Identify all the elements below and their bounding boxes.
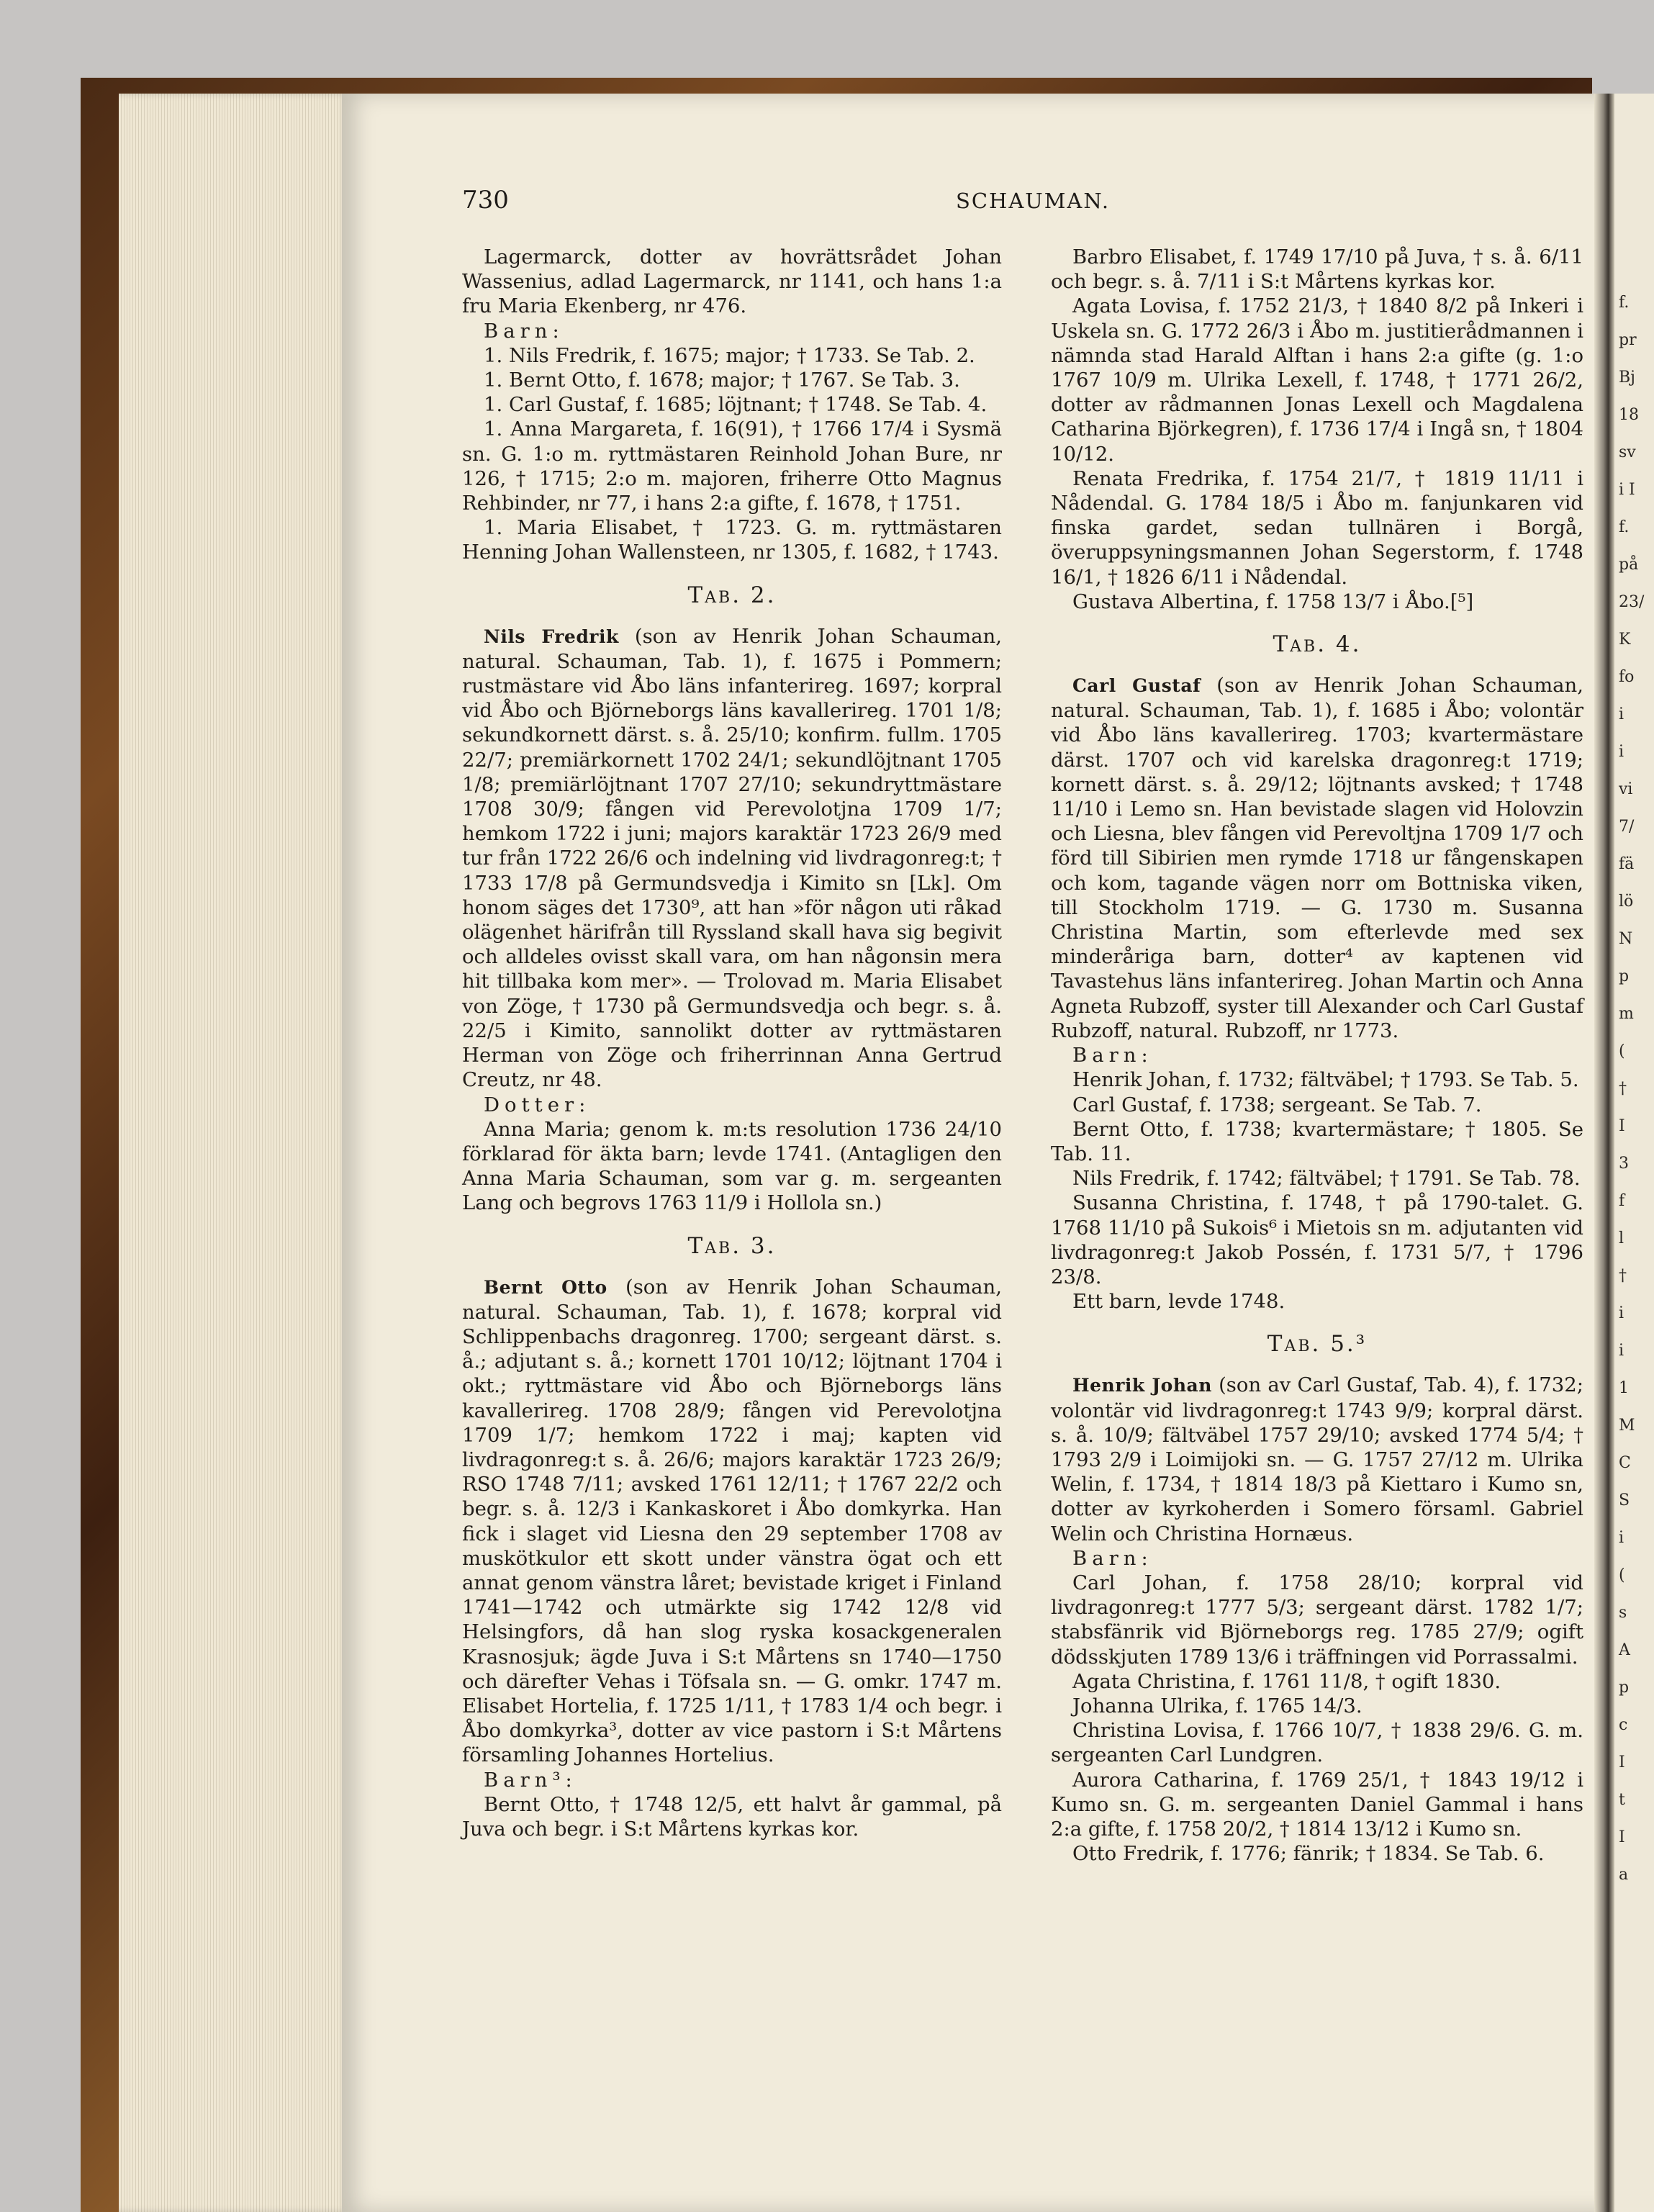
right-column [1051,245,1583,1866]
paragraph: 1. Anna Margareta, f. 16(91), † 1766 17/4 i Sysmä sn. G. 1:o m. ryttmästaren Reinhold Johan Bure, nr 126, † 1715; 2:o m. majoren, friherre Otto Magnus Rehbinder, nr 77, i hans 2:a gifte, f. 1678, † 1751. [462,417,1002,515]
next-page-text-fragment: pr [1619,331,1637,349]
next-page-text-fragment: t [1619,1791,1625,1809]
children-heading: Barn³: [484,1768,577,1792]
next-page-text-fragment: fo [1619,668,1635,686]
next-page-text-fragment: c [1619,1716,1628,1734]
next-page-text-fragment: lö [1619,893,1634,911]
next-page-text-fragment: 23/ [1619,593,1645,611]
next-page-text-fragment: f [1619,1192,1625,1210]
next-page-text-fragment: C [1619,1454,1631,1472]
table-heading: Tab. 2. [687,582,777,608]
next-page-text-fragment: s [1619,1604,1627,1622]
next-page-text-fragment: p [1619,967,1630,985]
children-heading: Barn: [484,319,564,343]
children-heading: Barn: [1072,1546,1153,1570]
entry-person-name: Henrik Johan [1072,1375,1212,1396]
paragraph: Gustava Albertina, f. 1758 13/7 i Åbo.[⁵] [1072,590,1474,613]
next-page-text-fragment: p [1619,1679,1630,1697]
paragraph: Susanna Christina, f. 1748, † på 1790-talet. G. 1768 11/10 på Sukois⁶ i Mietois sn m. adjutanten vid livdragonreg:t Jakob Possén, f. 1731 5/7, † 1796 23/8. [1051,1191,1583,1288]
paragraph: Agata Lovisa, f. 1752 21/3, † 1840 8/2 på Inkeri i Uskela sn. G. 1772 26/3 i Åbo m. justitierådmannen i nämnda stad Harald Alftan i hans 2:a gifte (g. 1:o 1767 10/9 m. Ulrika Lexell, f. 1748, † 1771 26/2, dotter av rådmannen Jonas Lexell och Magdalena Catharina Björkegren), f. 1736 17/4 i Ingå sn, † 1804 10/12. [1051,294,1583,466]
next-page-text-fragment: Bj [1619,369,1635,387]
next-page-text-fragment: ( [1619,1042,1625,1060]
paragraph: Ett barn, levde 1748. [1072,1290,1285,1314]
next-page-text-fragment: N [1619,930,1633,948]
table-heading: Tab. 4. [1273,631,1362,658]
paragraph: Christina Lovisa, f. 1766 10/7, † 1838 29/6. G. m. sergeanten Carl Lundgren. [1051,1719,1583,1767]
table-heading: Tab. 3. [687,1232,777,1259]
paragraph: Otto Fredrik, f. 1776; fänrik; † 1834. Se Tab. 6. [1072,1842,1545,1866]
genealogy-entry [1051,1373,1583,1545]
next-page-text-fragment: † [1619,1267,1627,1285]
next-page-text-fragment: 1 [1619,1379,1629,1397]
next-page-text-fragment: I [1619,1753,1625,1771]
entry-text: (son av Henrik Johan Schauman, natural. Schauman, Tab. 1), f. 1675 i Pommern; rustmästare vid Åbo läns infanterireg. 1697; korpral vid Åbo och Björneborgs läns kavallerireg. 1701 1/8; sekundkornett därst. s. å. 25/10; konfirm. fullm. 1705 22/7; premiärkornett 1702 24/1; sekundlöjtnant 1705 1/8; premiärlöjtnant 1707 27/10; sekundryttmästare 1708 30/9; fången vid Perevolotjna 1709 1/7; hemkom 1722 i juni; majors karaktär 1723 26/9 med tur från 1722 26/6 och indelning vid livdragonreg:t; † 1733 17/8 på Germundsvedja i Kimito sn [Lk]. Om honom säges det 1730⁹, att han »för någon uti råkad olägenhet härifrån till Ryssland skall hava sig begivit och alldeles ovisst skall vara, om han någonsin mera hit tillbaka kom mer». — Trolovad m. Maria Elisabet von Zöge, † 1730 på Germundsvedja och begr. s. å. 22/5 i Kimito, sannolikt dotter av ryttmästaren Herman von Zöge och friherrinnan Anna Gertrud Creutz, nr 48. [462,624,1003,1092]
next-page-text-fragment: vi [1619,780,1633,798]
entry-text: (son av Henrik Johan Schauman, natural. Schauman, Tab. 1), f. 1678; korpral vid Schlippenbachs dragonreg. 1700; sergeant därst. s. å.; adjutant s. å.; kornett 1701 10/12; löjtnant 1704 i okt.; ryttmästare vid Åbo och Björneborgs läns kavallerireg. 1708 28/9; fången vid Perevolotjna 1709 1/7; hemkom 1722 i maj; kapten vid livdragonreg:t s. å. 26/6; majors karaktär 1723 26/9; RSO 1748 7/11; avsked 1761 12/11; † 1767 22/2 och begr. s. å. 12/3 i Kankaskoret i Åbo domkyrka. Han fick i slaget vid Liesna den 29 september 1708 av muskötkulor ett skott under vänstra ögat och ett annat genom vänstra låret; bevistade kriget i Finland 1741—1742 och utmärkte sig 1742 12/8 vid Helsingfors, då han slog ryska kosackgeneralen Krasnosjuk; ägde Juva i S:t Mårtens sn 1740—1750 och därefter Vehas i Töfsala sn. — G. omkr. 1747 m. Elisabet Hortelia, f. 1725 1/11, † 1783 1/4 och begr. i Åbo domkyrka³, dotter av vice pastorn i S:t Mårtens församling Johannes Hortelius. [462,1275,1002,1767]
paragraph: Carl Gustaf, f. 1738; sergeant. Se Tab. 7. [1072,1093,1482,1116]
table-heading: Tab. 5.³ [1267,1331,1368,1358]
next-page-text-fragment: i [1619,743,1624,761]
paragraph: Lagermarck, dotter av hovrättsrådet Johan Wassenius, adlad Lagermarck, nr 1141, och hans 1:a fru Maria Ekenberg, nr 476. [462,245,1002,318]
next-page-text-fragment: A [1619,1641,1630,1659]
next-page-text-fragment: l [1619,1229,1624,1247]
entry-text: (son av Carl Gustaf, Tab. 4), f. 1732; volontär vid livdragonreg:t 1743 9/9; korpral därst. s. å. 10/9; fältväbel 1757 29/10; avsked 1774 5/4; † 1793 2/9 i Loimijoki sn. — G. 1757 27/12 m. Ulrika Welin, f. 1734, † 1814 18/3 på Kiettaro i Kumo sn, dotter av kyrkoherden i Somero församl. Gabriel Welin och Christina Hornæus. [1051,1373,1583,1545]
next-page-text-fragment: f. [1619,518,1630,536]
children-heading: Barn: [1072,1044,1153,1067]
next-page-text-fragment: i [1619,705,1624,723]
paragraph: Nils Fredrik, f. 1742; fältväbel; † 1791. Se Tab. 78. [1072,1167,1581,1191]
book-gutter [1594,94,1614,2212]
next-page-text-fragment: 3 [1619,1155,1629,1173]
next-page-text-fragment: 7/ [1619,818,1635,836]
genealogy-entry [1051,673,1583,1043]
entry-person-name: Carl Gustaf [1072,675,1201,697]
paragraph: 1. Nils Fredrik, f. 1675; major; † 1733. Se Tab. 2. [484,343,975,367]
paragraph: Henrik Johan, f. 1732; fältväbel; † 1793. Se Tab. 5. [1072,1068,1579,1092]
next-page-text-fragment: i [1619,1304,1624,1322]
next-page-text-fragment: K [1619,631,1631,649]
genealogy-entry [462,624,1002,1093]
next-page-text-fragment: i I [1619,481,1635,499]
next-page-text-fragment: ( [1619,1566,1625,1584]
paragraph: Carl Johan, f. 1758 28/10; korpral vid livdragonreg:t 1777 5/3; sergeant därst. 1782 1/7; stabsfänrik vid Björneborgs reg. 1785 27/9; ogift dödsskjuten 1789 13/6 i träffningen vid Porrassalmi. [1051,1571,1583,1669]
entry-person-name: Bernt Otto [484,1276,607,1298]
paragraph: Bernt Otto, † 1748 12/5, ett halvt år gammal, på Juva och begr. i S:t Mårtens kyrkas kor. [462,1792,1002,1841]
next-page-text-fragment: 18 [1619,406,1639,424]
entry-text: (son av Henrik Johan Schauman, natural. Schauman, Tab. 1), f. 1685 i Åbo; volontär vid Åbo läns kavallerireg. 1703; kvartermästare därst. 1707 och vid karelska dragonreg:t 1719; kornett därst. s. å. 29/12; löjtnants avsked; † 1748 11/10 i Lemo sn. Han bevistade slagen vid Holovzin och Liesna, blev fången vid Perevoltjna 1709 1/7 och förd till Sibirien men rymde 1718 ur fångenskapen och kom, tagande vägen norr om Bottniska viken, till Stockholm 1719. — G. 1730 m. Susanna Christina Martin, som efterlevde med sex minderåriga barn, dotter⁴ av kaptenen vid Tavastehus läns infanterireg. Johan Martin och Anna Agneta Rubzoff, syster till Alexander och Carl Gustaf Rubzoff, natural. Rubzoff, nr 1773. [1051,674,1583,1042]
next-page-text-fragment: i [1619,1529,1624,1547]
next-page-text-fragment: m [1619,1005,1634,1023]
paragraph: 1. Carl Gustaf, f. 1685; löjtnant; † 1748. Se Tab. 4. [484,393,988,417]
paragraph: Johanna Ulrika, f. 1765 14/3. [1072,1694,1362,1717]
next-page-text-fragment: i [1619,1342,1624,1360]
paragraph: 1. Bernt Otto, f. 1678; major; † 1767. Se Tab. 3. [484,369,960,392]
genealogy-entry [462,1275,1002,1768]
page-number: 730 [462,186,509,215]
next-page-text-fragment: M [1619,1417,1635,1435]
next-page-text-fragment: I [1619,1117,1625,1135]
children-heading: Dotter: [484,1093,591,1116]
paragraph: Renata Fredrika, f. 1754 21/7, † 1819 11/11 i Nådendal. G. 1784 18/5 i Åbo m. fanjunkaren vid finska gardet, sedan tullnären i Borgå, överuppsyningsmannen Johan Segerstorm, f. 1748 16/1, † 1826 6/11 i Nådendal. [1051,466,1583,589]
next-page-text-fragment: f. [1619,294,1630,312]
next-page-text-fragment: på [1619,556,1639,574]
paragraph: Agata Christina, f. 1761 11/8, † ogift 1830. [1072,1669,1501,1693]
page-edges [119,94,349,2212]
next-page-text-fragment: sv [1619,443,1636,461]
running-head: SCHAUMAN. [956,189,1111,213]
next-page-text-fragment: fä [1619,855,1635,873]
next-page-text-fragment: † [1619,1080,1627,1098]
entry-person-name: Nils Fredrik [484,626,619,647]
paragraph: 1. Maria Elisabet, † 1723. G. m. ryttmästaren Henning Johan Wallensteen, nr 1305, f. 1682, † 1743. [462,516,1002,564]
paragraph: Anna Maria; genom k. m:ts resolution 1736 24/10 förklarad för äkta barn; levde 1741. (Antagligen den Anna Maria Schauman, som var g. m. sergeanten Lang och begrovs 1763 11/9 i Hollola sn.) [462,1117,1002,1215]
paragraph: Bernt Otto, f. 1738; kvartermästare; † 1805. Se Tab. 11. [1051,1117,1583,1165]
next-page-text-fragment: a [1619,1866,1629,1884]
next-page-text-fragment: I [1619,1828,1625,1846]
left-column [462,245,1002,1841]
paragraph: Aurora Catharina, f. 1769 25/1, † 1843 19/12 i Kumo sn. G. m. sergeanten Daniel Gammal i hans 2:a gifte, f. 1758 20/2, † 1814 13/12 i Kumo sn. [1051,1768,1583,1841]
next-page-text-fragment: S [1619,1491,1630,1509]
paragraph: Barbro Elisabet, f. 1749 17/10 på Juva, † s. å. 6/11 och begr. s. å. 7/11 i S:t Mårtens kyrkas kor. [1051,245,1583,294]
next-page-fragment [1614,94,1654,2212]
